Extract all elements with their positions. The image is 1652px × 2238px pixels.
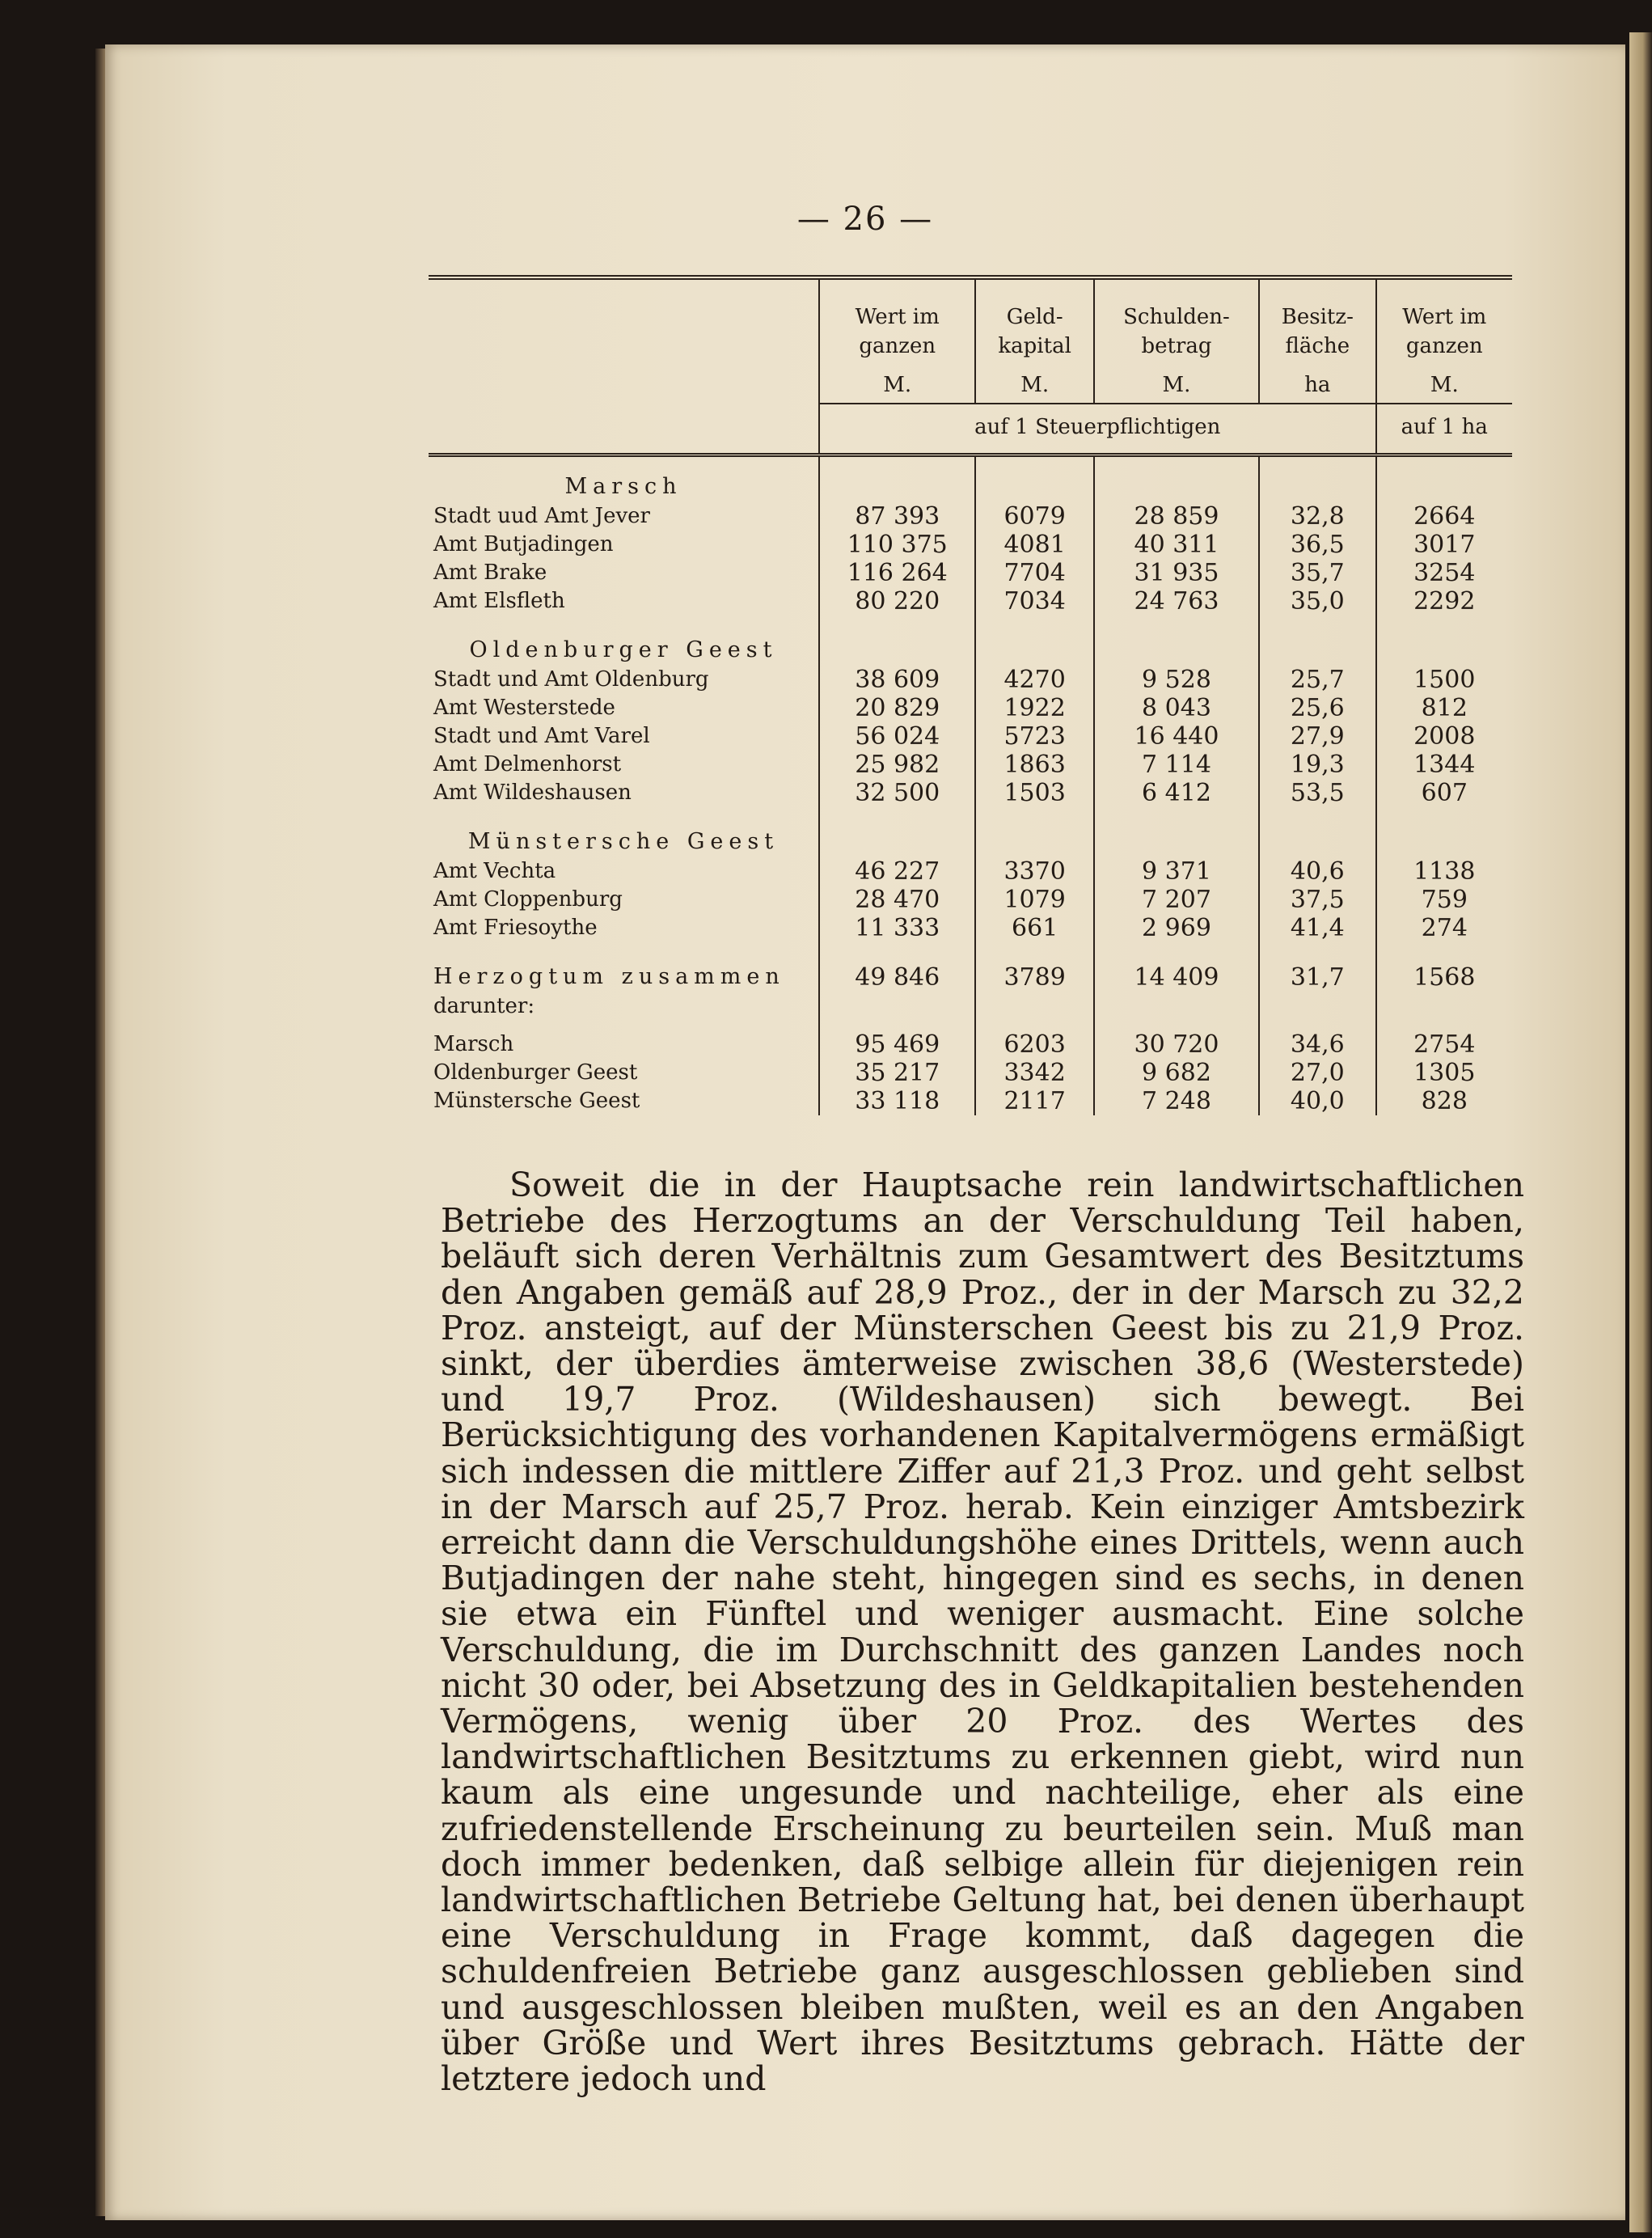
value-cell: 6079 xyxy=(975,502,1093,531)
group-title: Oldenburger Geest xyxy=(429,616,819,666)
value-cell: 32,8 xyxy=(1259,502,1375,531)
table-row xyxy=(429,914,1512,942)
table-row xyxy=(429,694,1512,722)
value-cell: 116 264 xyxy=(819,559,975,587)
row-label: Stadt und Amt Varel xyxy=(429,722,819,751)
empty-cell xyxy=(1094,616,1259,666)
paragraph: Soweit die in der Hauptsache rein landwirtschaftlichen Betriebe des Herzogtums an der Verschuldung Teil haben, beläuft sich deren Verhältnis zum Gesamtwert des Besitztums den Angaben gemäß auf 28,9 Proz., der in der Marsch zu 32,2 Proz. ansteigt, auf der Münsterschen Geest bis zu 21,9 Proz. sinkt, der überdies ämterweise zwischen 38,6 (Westerstede) und 19,7 Proz. (Wildeshausen) sich bewegt. Bei Berücksichtigung des vorhandenen Kapitalvermögens ermäßigt sich indessen die mittlere Ziffer auf 21,3 Proz. und geht selbst in der Marsch auf 25,7 Proz. herab. Kein einziger Amtsbezirk erreicht dann die Verschuldungshöhe eines Drittels, wenn auch Butjadingen der nahe steht, hingegen sind es sechs, in denen sie etwa ein Fünftel und weniger ausmacht. Eine solche Verschuldung, die im Durchschnitt des ganzen Landes noch nicht 30 oder, bei Absetzung des in Geldkapitalien bestehenden Vermögens, wenig über 20 Proz. des Wertes des landwirtschaftlichen Besitztums zu erkennen giebt, wird nun kaum als eine ungesunde und nachteilige, eher als eine zufriedenstellende Erscheinung zu beurteilen sein. Muß man doch immer bedenken, daß selbige allein für diejenigen rein landwirtschaftlichen Betriebe Geltung hat, bei denen überhaupt eine Verschuldung in Frage kommt, daß dagegen die schuldenfreien Betriebe ganz ausgeschlossen geblieben sind und ausgeschlossen bleiben mußten, weil es an den Angaben über Größe und Wert ihres Besitztums gebrach. Hätte der letztere jedoch und xyxy=(441,1166,1524,2099)
empty-cell xyxy=(1259,992,1375,1030)
col-header-wert-im-ganzen-ha: Wert im ganzen xyxy=(1402,305,1487,358)
value-cell: 40,6 xyxy=(1259,857,1375,886)
value-cell: 25,6 xyxy=(1259,694,1375,722)
value-cell: 4081 xyxy=(975,531,1093,559)
value-cell: 812 xyxy=(1421,694,1468,722)
empty-cell xyxy=(819,455,975,503)
row-label: Amt Wildeshausen xyxy=(429,779,819,807)
value-cell: 7 114 xyxy=(1094,751,1259,779)
value-cell: 1863 xyxy=(975,751,1093,779)
value-cell: 9 528 xyxy=(1094,666,1259,694)
col-header-wert-im-ganzen: Wert im ganzen xyxy=(819,277,975,361)
empty-cell xyxy=(975,616,1093,666)
col-header-geldkapital: Geld- kapital xyxy=(975,277,1093,361)
value-cell: 7704 xyxy=(975,559,1093,587)
value-cell: 3254 xyxy=(1413,559,1476,587)
value-cell: 40 311 xyxy=(1094,531,1259,559)
value-cell: 32 500 xyxy=(819,779,975,807)
col-header-besitzflaeche: Besitz- fläche xyxy=(1259,277,1375,361)
value-cell: 27,0 xyxy=(1259,1059,1375,1087)
row-label: Amt Friesoythe xyxy=(429,914,819,942)
darunter-row xyxy=(429,992,1512,1030)
body-text xyxy=(441,1166,1524,2099)
value-cell: 30 720 xyxy=(1094,1030,1259,1059)
empty-cell xyxy=(1094,455,1259,503)
table-row xyxy=(429,857,1512,886)
row-label: Amt Butjadingen xyxy=(429,531,819,559)
value-cell: 36,5 xyxy=(1259,531,1375,559)
value-cell: 41,4 xyxy=(1259,914,1375,942)
darunter-label: darunter: xyxy=(429,992,819,1030)
row-label: Oldenburger Geest xyxy=(429,1059,819,1087)
value-cell: 87 393 xyxy=(819,502,975,531)
value-cell: 2117 xyxy=(975,1087,1093,1115)
value-cell: 35 217 xyxy=(819,1059,975,1087)
value-cell: 1079 xyxy=(975,886,1093,914)
page-number: — 26 — xyxy=(796,201,934,238)
value-cell: 14 409 xyxy=(1094,942,1259,992)
value-cell: 20 829 xyxy=(819,694,975,722)
unit-col-4: ha xyxy=(1259,361,1375,404)
value-cell: 95 469 xyxy=(819,1030,975,1059)
empty-cell xyxy=(1094,807,1259,857)
empty-cell xyxy=(1376,992,1512,1030)
value-cell: 759 xyxy=(1421,886,1468,914)
page-edge xyxy=(1629,32,1652,2232)
total-title: Herzogtum zusammen xyxy=(429,942,819,992)
table-row xyxy=(429,666,1512,694)
table-row xyxy=(429,587,1512,616)
value-cell: 80 220 xyxy=(819,587,975,616)
value-cell: 4270 xyxy=(975,666,1093,694)
value-cell: 1922 xyxy=(975,694,1093,722)
value-cell: 25 982 xyxy=(819,751,975,779)
group-title: Münstersche Geest xyxy=(429,807,819,857)
table-row xyxy=(429,559,1512,587)
group-row xyxy=(429,807,1512,857)
value-cell: 37,5 xyxy=(1259,886,1375,914)
value-cell: 56 024 xyxy=(819,722,975,751)
value-cell: 2008 xyxy=(1413,722,1476,751)
value-cell: 9 371 xyxy=(1094,857,1259,886)
value-cell: 46 227 xyxy=(819,857,975,886)
value-cell: 34,6 xyxy=(1259,1030,1375,1059)
value-cell: 40,0 xyxy=(1259,1087,1375,1115)
value-cell: 274 xyxy=(1421,914,1468,942)
value-cell: 35,7 xyxy=(1259,559,1375,587)
table-row xyxy=(429,502,1512,531)
value-cell: 24 763 xyxy=(1094,587,1259,616)
total-row xyxy=(429,942,1512,992)
row-label: Amt Westerstede xyxy=(429,694,819,722)
value-cell: 19,3 xyxy=(1259,751,1375,779)
value-cell: 16 440 xyxy=(1094,722,1259,751)
value-cell: 2292 xyxy=(1413,587,1476,616)
value-cell: 2664 xyxy=(1413,502,1476,531)
row-label: Amt Elsfleth xyxy=(429,587,819,616)
group-row xyxy=(429,616,1512,666)
empty-cell xyxy=(819,616,975,666)
empty-cell xyxy=(1259,616,1375,666)
unit-col-3: M. xyxy=(1094,361,1259,404)
value-cell: 1344 xyxy=(1413,751,1476,779)
value-cell: 11 333 xyxy=(819,914,975,942)
table-row xyxy=(429,751,1512,779)
value-cell: 8 043 xyxy=(1094,694,1259,722)
book-gutter xyxy=(95,49,105,2216)
value-cell: 1305 xyxy=(1413,1059,1476,1087)
empty-cell xyxy=(1376,616,1512,666)
table-body xyxy=(429,455,1512,1116)
row-label: Amt Delmenhorst xyxy=(429,751,819,779)
value-cell: 7 248 xyxy=(1094,1087,1259,1115)
value-cell: 6 412 xyxy=(1094,779,1259,807)
value-cell: 7034 xyxy=(975,587,1093,616)
empty-cell xyxy=(1376,807,1512,857)
value-cell: 110 375 xyxy=(819,531,975,559)
table-row xyxy=(429,779,1512,807)
table-corner xyxy=(429,277,819,455)
value-cell: 1500 xyxy=(1413,666,1476,694)
row-label: Amt Vechta xyxy=(429,857,819,886)
value-cell: 28 859 xyxy=(1094,502,1259,531)
row-label: Stadt und Amt Oldenburg xyxy=(429,666,819,694)
empty-cell xyxy=(1376,455,1512,503)
value-cell: 31,7 xyxy=(1259,942,1375,992)
value-cell: 33 118 xyxy=(819,1087,975,1115)
value-cell: 27,9 xyxy=(1259,722,1375,751)
group-row xyxy=(429,455,1512,503)
value-cell: 6203 xyxy=(975,1030,1093,1059)
span-label: auf 1 Steuerpflichtigen xyxy=(819,404,1376,455)
sub-row xyxy=(429,1059,1512,1087)
value-cell: 25,7 xyxy=(1259,666,1375,694)
empty-cell xyxy=(1094,992,1259,1030)
table-row xyxy=(429,886,1512,914)
value-cell: 1503 xyxy=(975,779,1093,807)
value-cell: 3017 xyxy=(1413,531,1476,559)
row-label: Stadt uud Amt Jever xyxy=(429,502,819,531)
value-cell: 7 207 xyxy=(1094,886,1259,914)
value-cell: 1568 xyxy=(1413,962,1476,992)
col-header-schuldenbetrag: Schulden- betrag xyxy=(1094,277,1259,361)
unit-col-2: M. xyxy=(975,361,1093,404)
unit-col-1: M. xyxy=(819,361,975,404)
table-row xyxy=(429,531,1512,559)
value-cell: 3789 xyxy=(975,942,1093,992)
book-page xyxy=(105,44,1625,2220)
value-cell: 28 470 xyxy=(819,886,975,914)
value-cell: 49 846 xyxy=(819,942,975,992)
value-cell: 53,5 xyxy=(1259,779,1375,807)
statistics-table xyxy=(429,275,1512,1115)
row-label: Amt Brake xyxy=(429,559,819,587)
value-cell: 38 609 xyxy=(819,666,975,694)
empty-cell xyxy=(975,807,1093,857)
row-label: Marsch xyxy=(429,1030,819,1059)
empty-cell xyxy=(819,807,975,857)
row-label: Amt Cloppenburg xyxy=(429,886,819,914)
value-cell: 661 xyxy=(975,914,1093,942)
value-cell: 35,0 xyxy=(1259,587,1375,616)
value-cell: 607 xyxy=(1421,779,1468,807)
value-cell: 1138 xyxy=(1413,857,1476,886)
value-cell: 9 682 xyxy=(1094,1059,1259,1087)
sub-row xyxy=(429,1030,1512,1059)
empty-cell xyxy=(819,992,975,1030)
empty-cell xyxy=(975,455,1093,503)
value-cell: 2754 xyxy=(1413,1030,1476,1059)
per-ha-label: auf 1 ha xyxy=(1376,404,1512,455)
value-cell: 2 969 xyxy=(1094,914,1259,942)
sub-row xyxy=(429,1087,1512,1115)
group-title: Marsch xyxy=(429,455,819,503)
empty-cell xyxy=(1259,807,1375,857)
value-cell: 3342 xyxy=(975,1059,1093,1087)
value-cell: 5723 xyxy=(975,722,1093,751)
table-row xyxy=(429,722,1512,751)
value-cell: 828 xyxy=(1421,1087,1468,1115)
empty-cell xyxy=(1259,455,1375,503)
value-cell: 3370 xyxy=(975,857,1093,886)
unit-col-5: M. xyxy=(1430,373,1459,397)
row-label: Münstersche Geest xyxy=(429,1087,819,1115)
value-cell: 31 935 xyxy=(1094,559,1259,587)
empty-cell xyxy=(975,992,1093,1030)
